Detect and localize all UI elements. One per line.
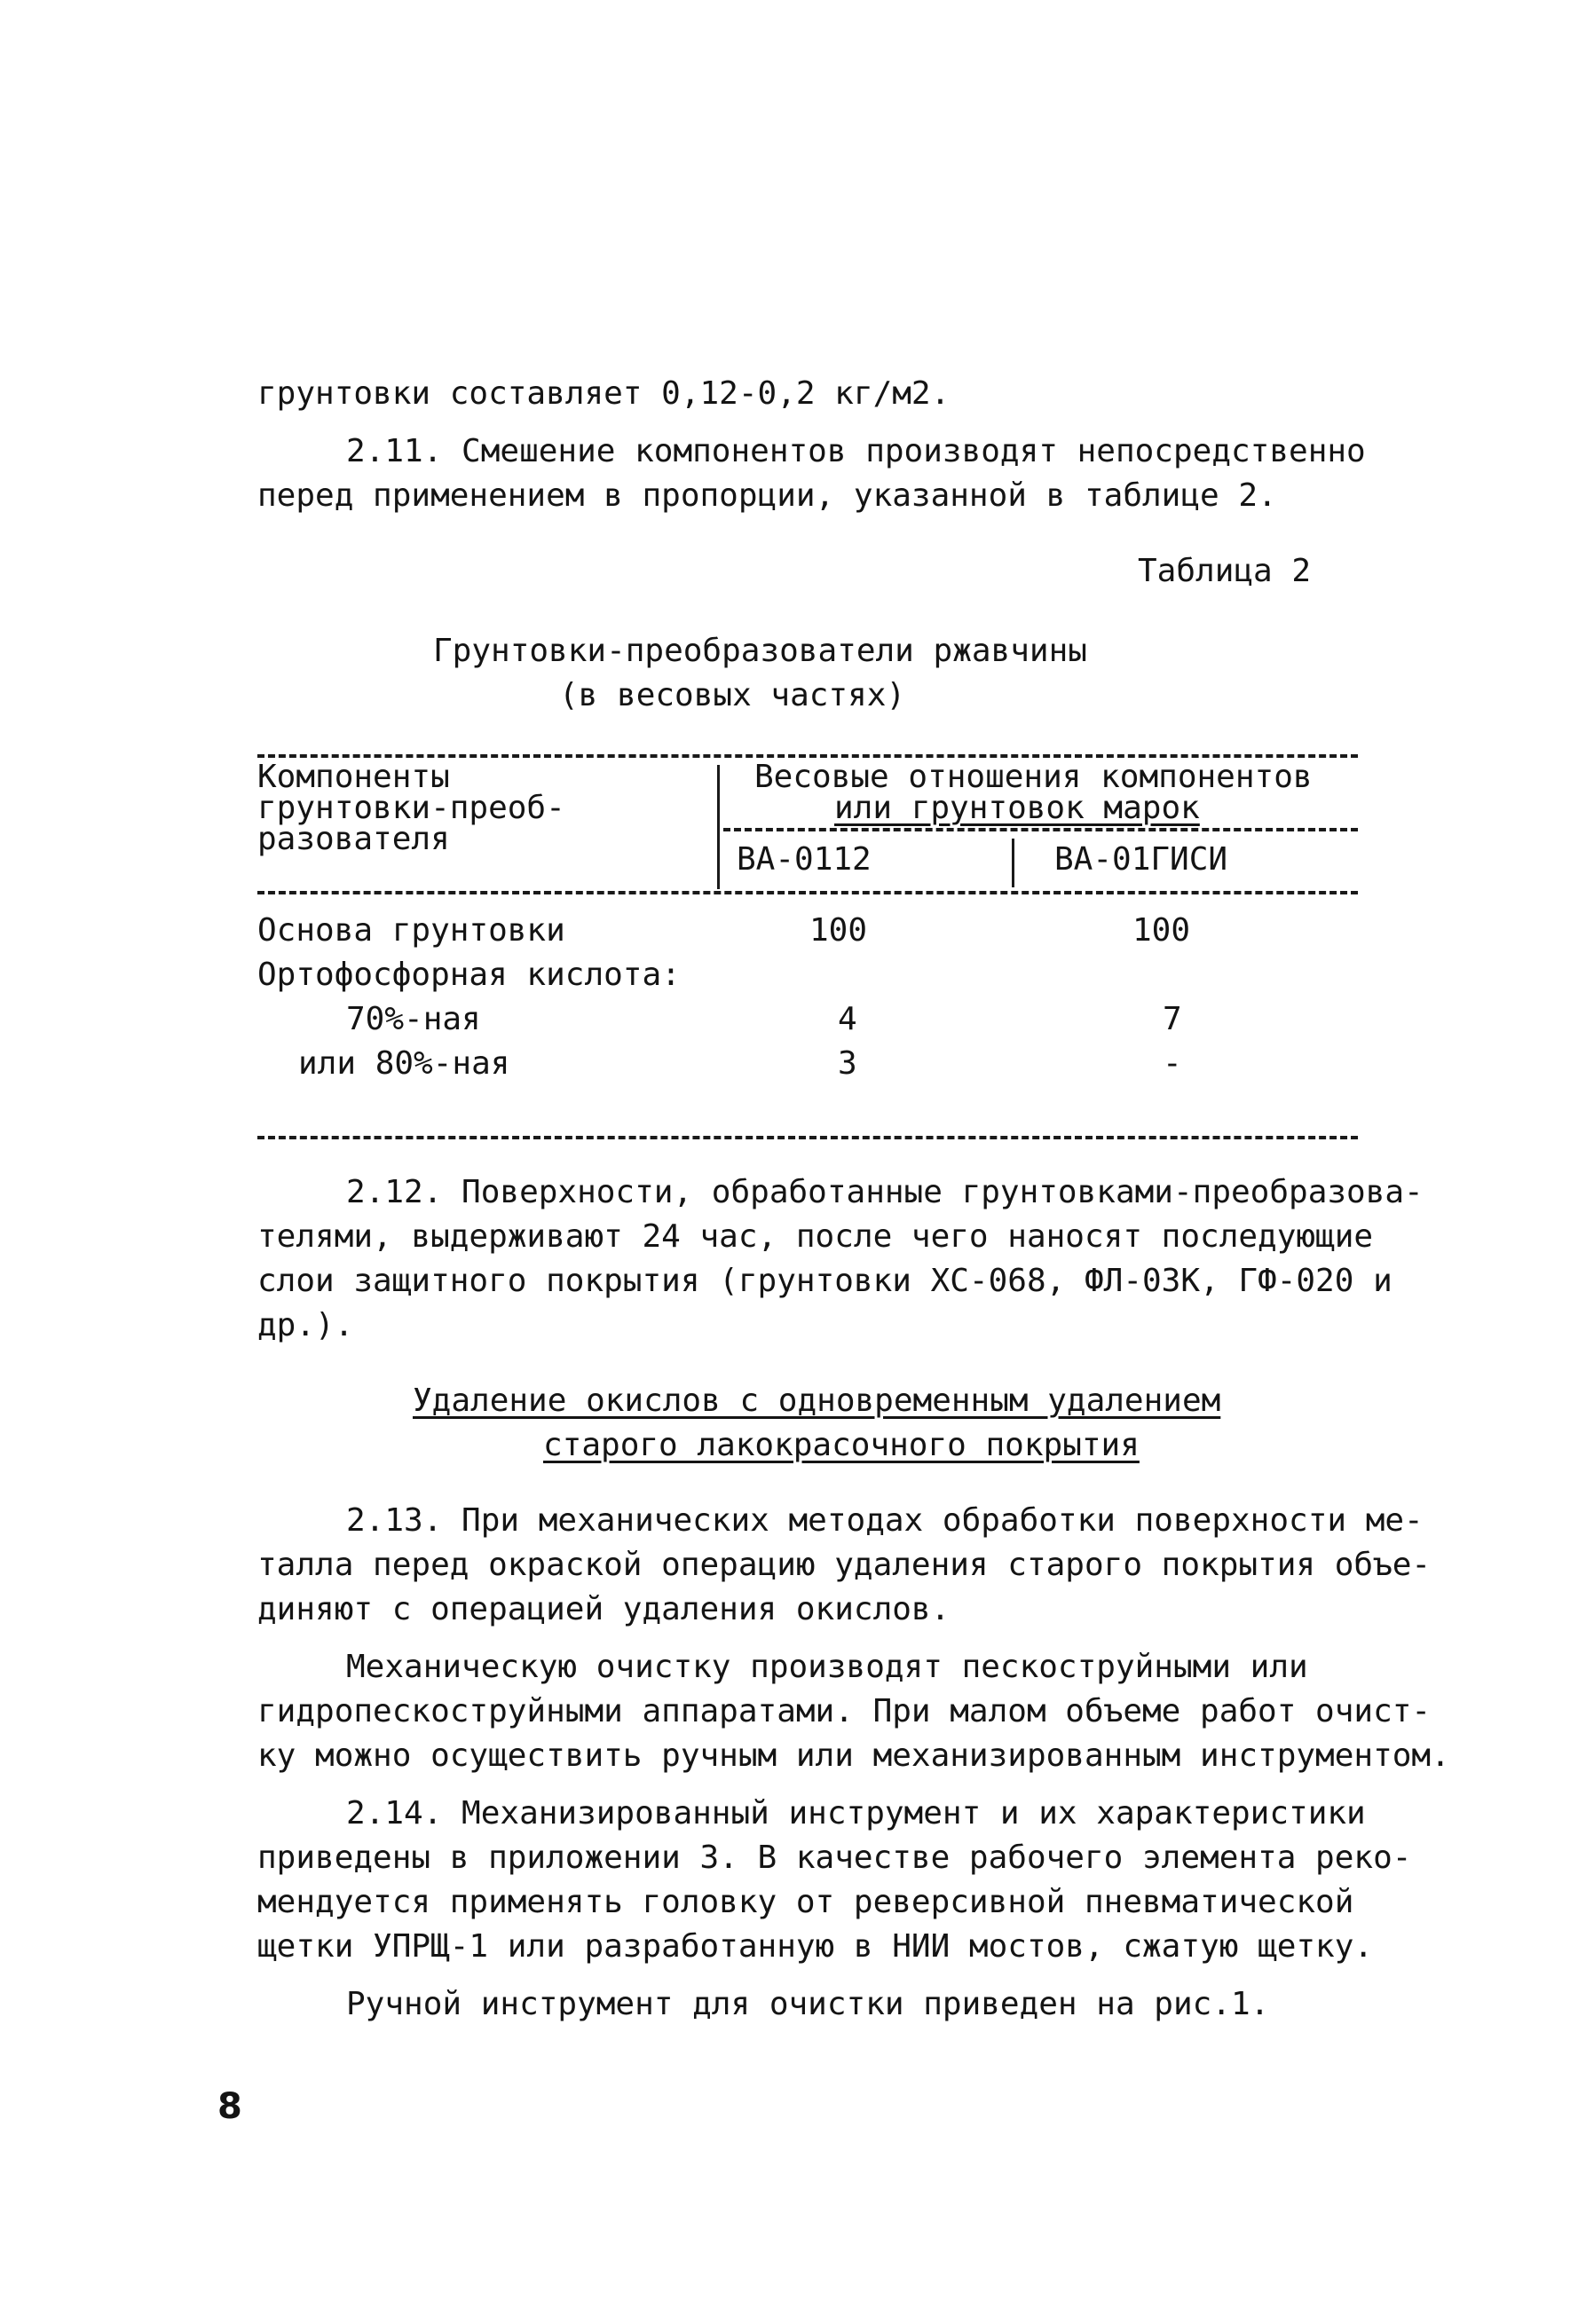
row-label: Ортофосфорная кислота:	[257, 957, 681, 993]
text-line: диняют с операцией удаления окислов.	[257, 1591, 951, 1627]
text-line: Механическую очистку производят пескоструйными или	[346, 1649, 1308, 1685]
table-title: Грунтовки-преобразователи ржавчины	[433, 633, 1087, 669]
text-line: слои защитного покрытия (грунтовки ХС-068, ФЛ-03К, ГФ-020 и	[257, 1263, 1392, 1299]
table-bottom-rule	[257, 1136, 1358, 1139]
table-label: Таблица 2	[1138, 553, 1312, 589]
text-line: мендуется применять головку от реверсивной пневматической	[257, 1884, 1354, 1920]
text-line: телями, выдерживают 24 час, после чего наносят последующие	[257, 1218, 1374, 1255]
section-heading: старого лакокрасочного покрытия	[543, 1427, 1140, 1463]
row-value: 4	[838, 1001, 857, 1037]
text-line: перед применением в пропорции, указанной в таблице 2.	[257, 477, 1277, 514]
row-label: Основа грунтовки	[257, 912, 565, 949]
row-value: 7	[1163, 1001, 1182, 1037]
row-label: 70%-ная	[346, 1001, 481, 1037]
text-line: 2.14. Механизированный инструмент и их характеристики	[346, 1795, 1366, 1832]
text-line: грунтовки составляет 0,12-0,2 кг/м2.	[257, 375, 951, 412]
row-value: -	[1163, 1045, 1182, 1082]
row-value: 100	[1132, 912, 1191, 949]
col1-header-line: Компоненты	[257, 759, 450, 795]
header-bottom-rule	[257, 891, 1358, 894]
row-label: или 80%-ная	[298, 1045, 510, 1082]
section-heading: Удаление окислов с одновременным удалением	[413, 1383, 1221, 1419]
page-number: 8	[217, 2086, 242, 2127]
group-header: или грунтовок марок	[834, 790, 1200, 826]
row-value: 100	[809, 912, 868, 949]
text-line: др.).	[257, 1307, 354, 1343]
table-top-rule	[257, 754, 1358, 758]
column-separator	[717, 765, 720, 889]
text-line: Ручной инструмент для очистки приведен на рис.1.	[346, 1986, 1270, 2022]
table-subtitle: (в весовых частях)	[559, 677, 906, 713]
row-value: 3	[838, 1045, 857, 1082]
header-mid-rule	[723, 828, 1358, 831]
group-header: Весовые отношения компонентов	[754, 759, 1313, 795]
col1-header-line: разователя	[257, 821, 450, 857]
col1-header-line: грунтовки-преоб-	[257, 790, 565, 826]
text-line: талла перед окраской операцию удаления старого покрытия объе-	[257, 1547, 1432, 1583]
text-line: 2.13. При механических методах обработки поверхности ме-	[346, 1502, 1424, 1539]
text-line: ку можно осуществить ручным или механизированным инструментом.	[257, 1737, 1450, 1774]
text-line: щетки УПРЩ-1 или разработанную в НИИ мостов, сжатую щетку.	[257, 1928, 1374, 1965]
text-line: приведены в приложении 3. В качестве рабочего элемента реко-	[257, 1840, 1412, 1876]
column-separator	[1012, 839, 1014, 887]
text-line: гидропескоструйными аппаратами. При малом объеме работ очист-	[257, 1693, 1432, 1729]
text-line: 2.12. Поверхности, обработанные грунтовками-преобразова-	[346, 1174, 1424, 1210]
brand-header-2: ВА-01ГИСИ	[1054, 841, 1228, 878]
text-line: 2.11. Смешение компонентов производят непосредственно	[346, 433, 1366, 469]
brand-header-1: ВА-0112	[737, 841, 872, 878]
